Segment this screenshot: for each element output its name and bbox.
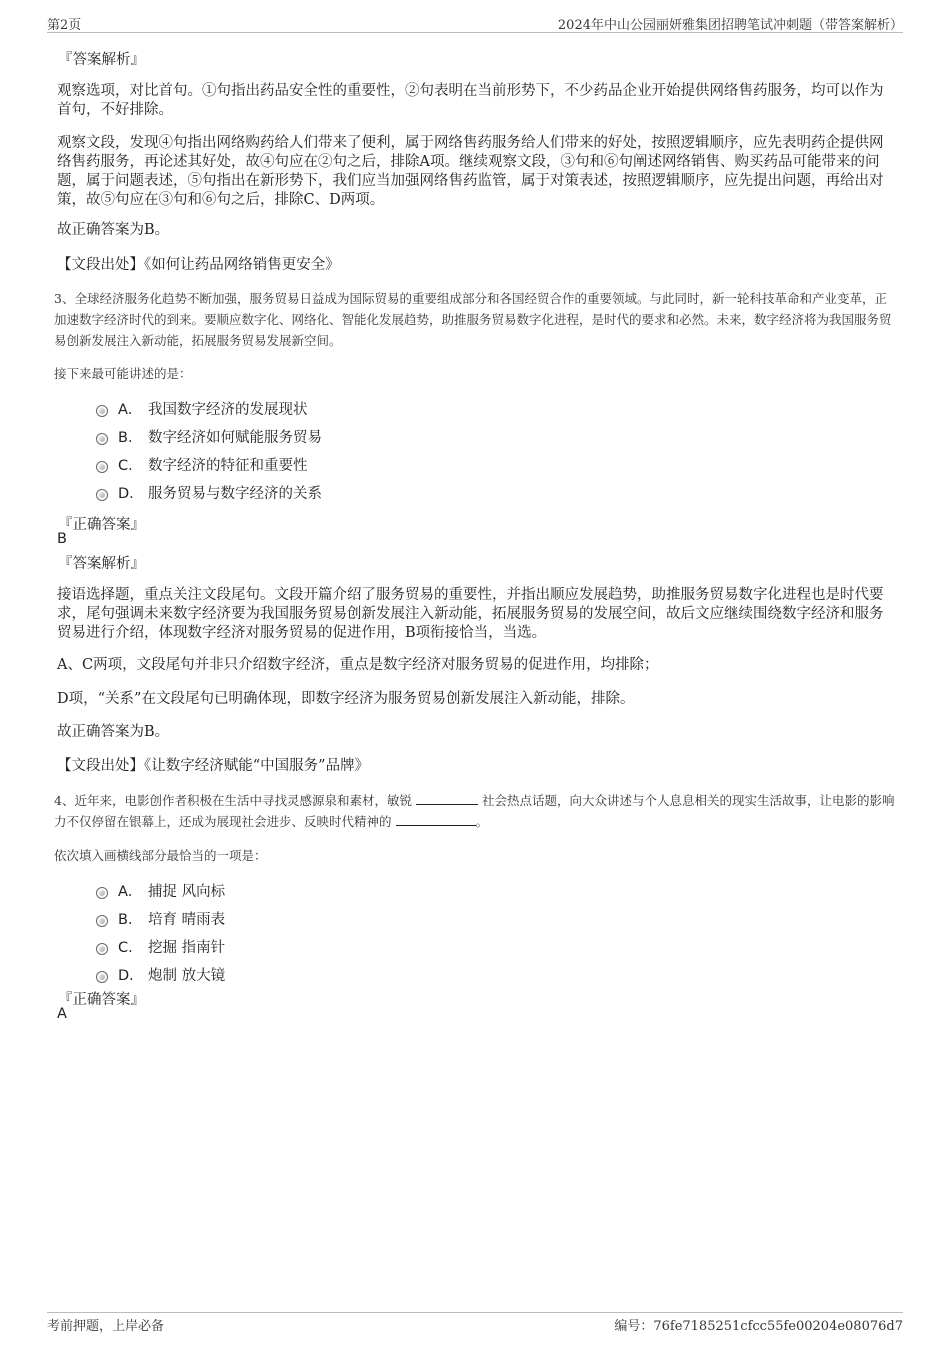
radio-icon[interactable] bbox=[96, 915, 108, 927]
q4-option-b[interactable]: B． 培育 晴雨表 bbox=[96, 908, 225, 928]
q3-option-d[interactable]: D． 服务贸易与数字经济的关系 bbox=[96, 482, 322, 502]
q4-option-c[interactable]: C． 挖掘 指南针 bbox=[96, 936, 225, 956]
q2-conclusion: 故正确答案为B。 bbox=[57, 222, 170, 238]
page-number: 第2页 bbox=[47, 18, 82, 33]
q2-analysis-p2: 观察文段，发现④句指出网络购药给人们带来了便利，属于网络售药服务给人们带来的好处，按照逻辑顺序，应先表明药企提供网络售药服务，再论述其好处，故④句应在②句之后，排除A项。继续观察文段，③句和⑥句阐述网络销售、购买药品可能带来的问题，属于问题表述，⑤句指出在新形势下，我们应当加强网络售药监管，属于对策表述，按照逻辑顺序，应先提出问题，再给出对策，故⑤句应在③句和⑥句之后，排除C、D两项。 bbox=[57, 135, 884, 208]
q3-option-c[interactable]: C． 数字经济的特征和重要性 bbox=[96, 454, 308, 474]
radio-icon[interactable] bbox=[96, 943, 108, 955]
q4-correct-label: 『正确答案』 bbox=[58, 992, 145, 1008]
radio-icon[interactable] bbox=[96, 489, 108, 501]
radio-icon[interactable] bbox=[96, 461, 108, 473]
document-id: 编号：76fe7185251cfcc55fe00204e08076d7 bbox=[614, 1319, 903, 1334]
radio-icon[interactable] bbox=[96, 433, 108, 445]
q3-correct-label: 『正确答案』 bbox=[58, 517, 145, 533]
radio-icon[interactable] bbox=[96, 971, 108, 983]
q2-analysis-p1: 观察选项，对比首句。①句指出药品安全性的重要性，②句表明在当前形势下，不少药品企业开始提供网络售药服务，均可以作为首句，不好排除。 bbox=[57, 83, 884, 118]
q4-option-d[interactable]: D． 炮制 放大镜 bbox=[96, 964, 225, 984]
q3-analysis-p2: A、C两项，文段尾句并非只介绍数字经济，重点是数字经济对服务贸易的促进作用，均排除； bbox=[57, 657, 659, 673]
q4-stem: 4、近年来，电影创作者积极在生活中寻找灵感源泉和素材，敏锐 社会热点话题，向大众讲述与个人息息相关的现实生活故事，让电影的影响力不仅停留在银幕上，还成为展现社会进步、反映时代精神的 。 bbox=[54, 793, 895, 829]
q2-source: 【文段出处】《如何让药品网络销售更安全》 bbox=[57, 257, 340, 273]
q3-option-a[interactable]: A． 我国数字经济的发展现状 bbox=[96, 398, 308, 418]
q4-correct-answer: A bbox=[57, 1006, 67, 1022]
fill-blank-2 bbox=[396, 813, 476, 826]
q3-prompt: 接下来最可能讲述的是： bbox=[54, 366, 192, 381]
q3-source: 【文段出处】《让数字经济赋能“中国服务”品牌》 bbox=[57, 758, 370, 774]
document-title: 2024年中山公园丽妍雅集团招聘笔试冲刺题（带答案解析） bbox=[557, 18, 903, 33]
q3-analysis-label: 『答案解析』 bbox=[58, 556, 145, 572]
q3-analysis-p3: D项，“关系”在文段尾句已明确体现，即数字经济为服务贸易创新发展注入新动能，排除。 bbox=[57, 691, 635, 707]
footer-slogan: 考前押题，上岸必备 bbox=[47, 1319, 165, 1334]
page-header bbox=[47, 14, 903, 33]
q3-option-b[interactable]: B． 数字经济如何赋能服务贸易 bbox=[96, 426, 322, 446]
q2-analysis-label: 『答案解析』 bbox=[58, 52, 145, 68]
radio-icon[interactable] bbox=[96, 887, 108, 899]
q3-conclusion: 故正确答案为B。 bbox=[57, 724, 170, 740]
q4-prompt: 依次填入画横线部分最恰当的一项是： bbox=[54, 848, 267, 863]
radio-icon[interactable] bbox=[96, 405, 108, 417]
q3-correct-answer: B bbox=[57, 531, 67, 547]
q3-stem: 3、全球经济服务化趋势不断加强，服务贸易日益成为国际贸易的重要组成部分和各国经贸合作的重要领域。与此同时，新一轮科技革命和产业变革，正加速数字经济时代的到来。要顺应数字化、网络化、智能化发展趋势，助推服务贸易数字化进程，是时代的要求和必然。未来，数字经济将为我国服务贸易创新发展注入新动能，拓展服务贸易发展新空间。 bbox=[54, 291, 892, 348]
page-footer bbox=[47, 1312, 903, 1333]
q3-analysis-p1: 接语选择题，重点关注文段尾句。文段开篇介绍了服务贸易的重要性，并指出顺应发展趋势，助推服务贸易数字化进程也是时代要求，尾句强调未来数字经济要为我国服务贸易创新发展注入新动能，拓展服务贸易的发展空间，故后文应继续围绕数字经济和服务贸易进行介绍，体现数字经济对服务贸易的促进作用，B项衔接恰当，当选。 bbox=[57, 587, 884, 641]
fill-blank-1 bbox=[416, 792, 478, 805]
q4-option-a[interactable]: A． 捕捉 风向标 bbox=[96, 880, 225, 900]
